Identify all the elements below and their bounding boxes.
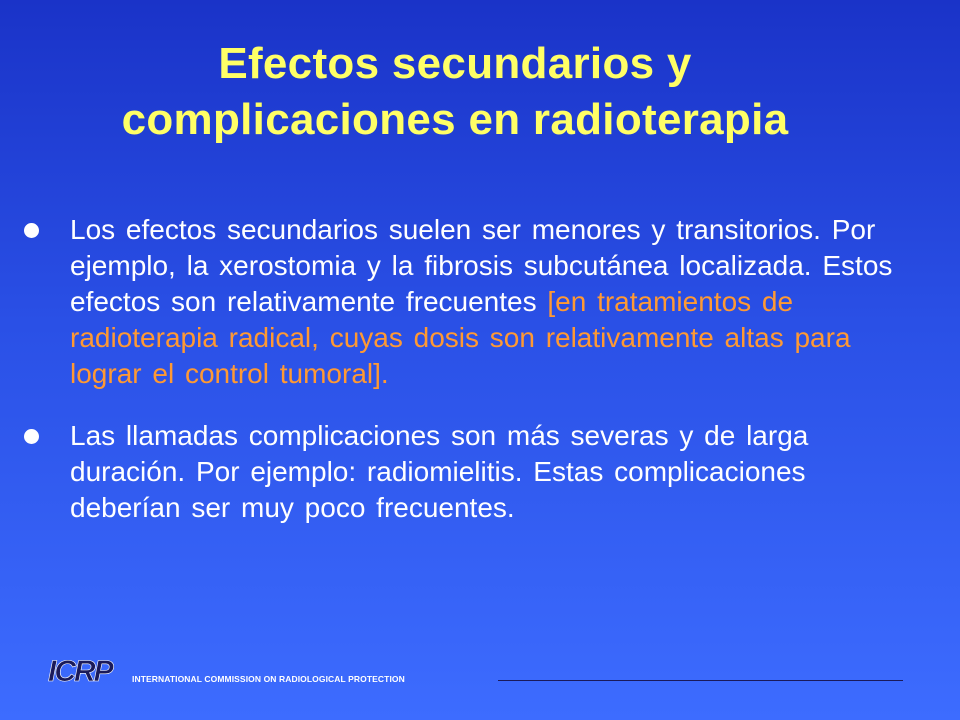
footer (48, 652, 908, 688)
slide-title-line-2: complicaciones en radioterapia (121, 95, 789, 144)
bullet-text: Las llamadas complicaciones son más severas y de larga duración. Por ejemplo: radiomielitis. Estas complicaciones deberían ser muy poco frecuentes. (70, 420, 809, 523)
bullet-item-complications (0, 418, 960, 526)
organization-name: INTERNATIONAL COMMISSION ON RADIOLOGICAL PROTECTION (132, 674, 405, 684)
bullet-highlight-text: [en tratamientos de radioterapia radical, cuyas dosis son relativamente altas para lograr el control tumoral]. (70, 286, 851, 389)
slide-title (0, 36, 910, 148)
icrp-logo (48, 656, 132, 684)
bullet-text: Los efectos secundarios suelen ser menores y transitorios. Por ejemplo, la xerostomia y la fibrosis subcutánea localizada. Estos efectos son relativamente frecuentes (70, 214, 893, 317)
bullet-dot-icon (24, 223, 39, 238)
bullet-dot-icon (24, 429, 39, 444)
footer-divider (498, 680, 903, 681)
logo-text: ICRP (48, 656, 112, 684)
slide-title-line-1: Efectos secundarios y (218, 39, 692, 88)
bullet-list (0, 212, 960, 526)
bullet-item-side-effects (0, 212, 960, 392)
